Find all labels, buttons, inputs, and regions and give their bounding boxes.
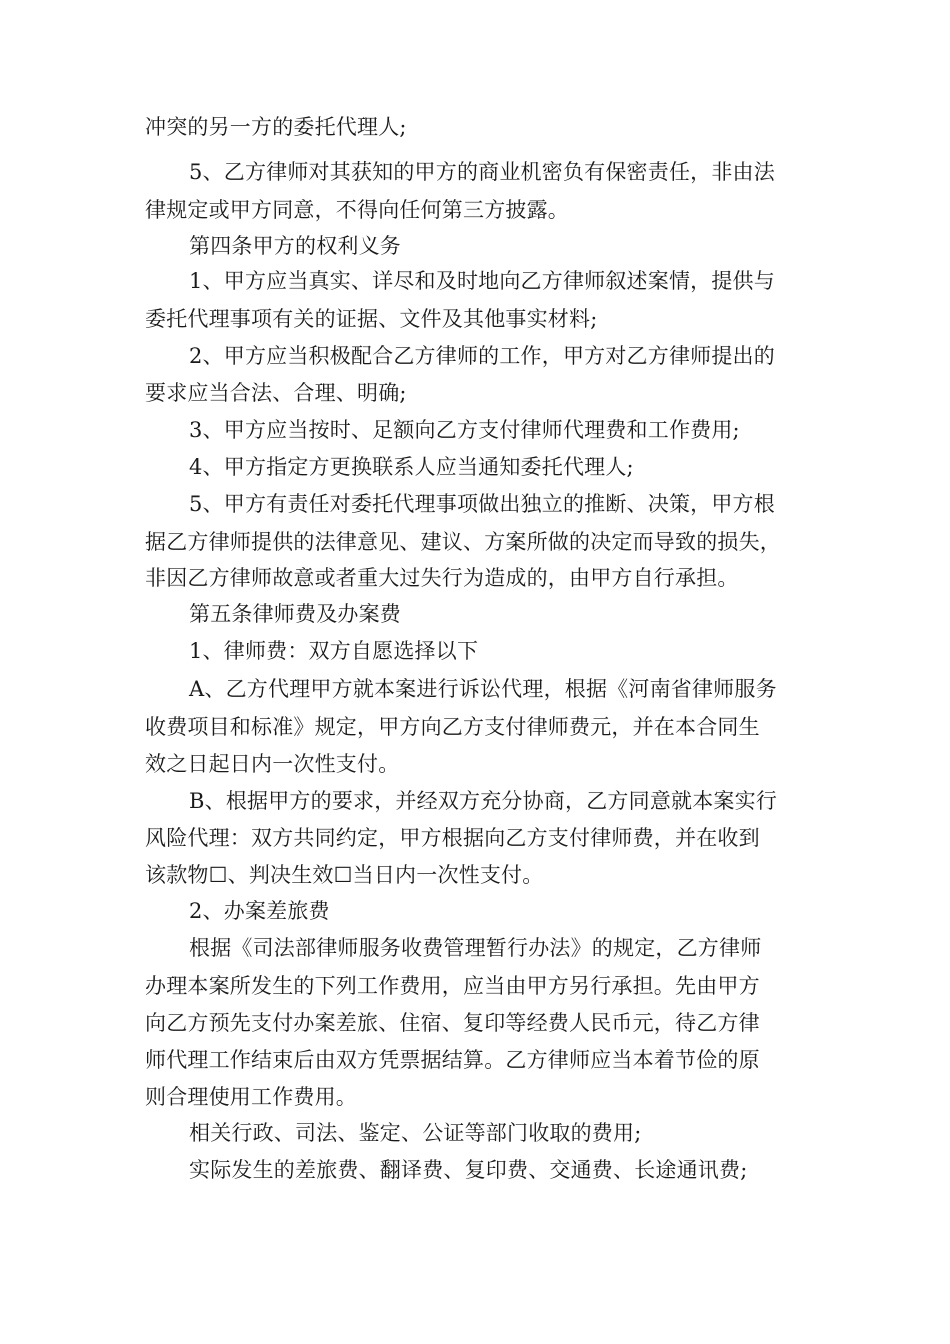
paragraph-line: 根据《司法部律师服务收费管理暂行办法》的规定，乙方律师 xyxy=(189,936,762,960)
paragraph-line: A、乙方代理甲方就本案进行诉讼代理，根据《河南省律师服务 xyxy=(189,677,777,701)
paragraph-line: 则合理使用工作费用。 xyxy=(145,1085,357,1109)
section-heading: 第五条律师费及办案费 xyxy=(189,602,401,626)
paragraph-line: 5、乙方律师对其获知的甲方的商业机密负有保密责任，非由法 xyxy=(189,160,775,184)
paragraph-line: 收费项目和标准》规定，甲方向乙方支付律师费元，并在本合同生 xyxy=(145,715,760,739)
paragraph-line: 效之日起日内一次性支付。 xyxy=(145,752,400,776)
paragraph-line: 办理本案所发生的下列工作费用，应当由甲方另行承担。先由甲方 xyxy=(145,974,760,998)
paragraph-line: 实际发生的差旅费、翻译费、复印费、交通费、长途通讯费; xyxy=(189,1158,748,1182)
paragraph-line: 非因乙方律师故意或者重大过失行为造成的，由甲方自行承担。 xyxy=(145,566,739,590)
paragraph-line: B、根据甲方的要求，并经双方充分协商，乙方同意就本案实行 xyxy=(189,789,778,813)
paragraph-line: 相关行政、司法、鉴定、公证等部门收取的费用; xyxy=(189,1121,642,1145)
section-heading: 2、办案差旅费 xyxy=(189,899,330,923)
paragraph-line: 向乙方预先支付办案差旅、住宿、复印等经费人民币元，待乙方律 xyxy=(145,1011,760,1035)
paragraph-line: 1、律师费：双方自愿选择以下 xyxy=(189,639,479,663)
paragraph-line: 律规定或甲方同意，不得向任何第三方披露。 xyxy=(145,198,569,222)
paragraph-line: 要求应当合法、合理、明确; xyxy=(145,381,407,405)
paragraph-line: 1、甲方应当真实、详尽和及时地向乙方律师叙述案情，提供与 xyxy=(189,269,775,293)
paragraph-line: 3、甲方应当按时、足额向乙方支付律师代理费和工作费用; xyxy=(189,418,740,442)
paragraph-line: 4、甲方指定方更换联系人应当通知委托代理人; xyxy=(189,455,634,479)
paragraph-line: 5、甲方有责任对委托代理事项做出独立的推断、决策，甲方根 xyxy=(189,492,775,516)
paragraph-line: 该款物☐、判决生效☐当日内一次性支付。 xyxy=(145,863,544,887)
paragraph-line: 师代理工作结束后由双方凭票据结算。乙方律师应当本着节俭的原 xyxy=(145,1048,760,1072)
paragraph-line: 委托代理事项有关的证据、文件及其他事实材料; xyxy=(145,307,598,331)
paragraph-line: 冲突的另一方的委托代理人; xyxy=(145,115,407,139)
paragraph-line: 据乙方律师提供的法律意见、建议、方案所做的决定而导致的损失， xyxy=(145,530,781,554)
paragraph-line: 2、甲方应当积极配合乙方律师的工作，甲方对乙方律师提出的 xyxy=(189,344,775,368)
section-heading: 第四条甲方的权利义务 xyxy=(189,234,401,258)
paragraph-line: 风险代理：双方共同约定，甲方根据向乙方支付律师费，并在收到 xyxy=(145,826,760,850)
